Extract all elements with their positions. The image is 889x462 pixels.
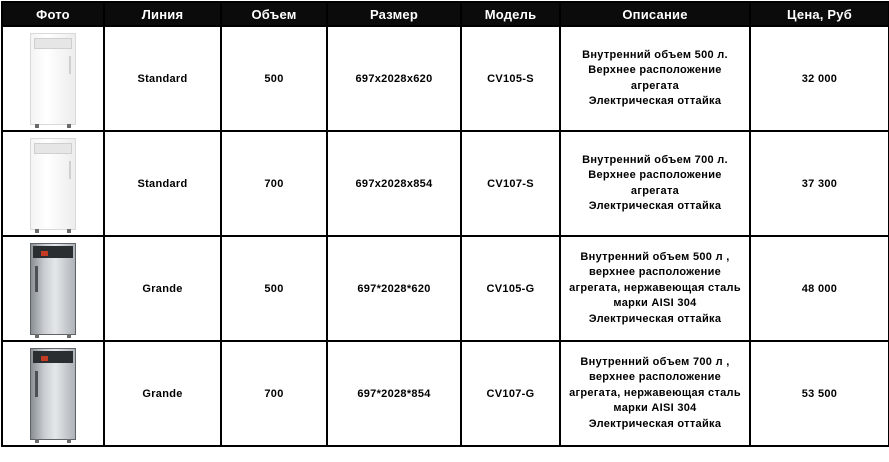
line-cell: Standard <box>104 131 221 236</box>
volume-cell: 700 <box>221 131 327 236</box>
table-row <box>2 131 889 236</box>
volume-cell: 500 <box>221 26 327 131</box>
description-cell <box>560 236 750 341</box>
description-line: Верхнее расположение <box>588 169 722 181</box>
description-line: Верхнее расположение <box>588 64 722 76</box>
description-line: Внутренний объем 500 л , <box>580 250 730 263</box>
description-line: агрегата, нержавеющая сталь <box>569 386 741 399</box>
header-description: Описание <box>560 2 750 26</box>
description-line: агрегата, нержавеющая сталь <box>569 281 741 294</box>
description-cell <box>560 341 750 446</box>
header-photo: Фото <box>2 2 104 26</box>
price-table <box>1 1 889 447</box>
table-row <box>2 236 889 341</box>
model-cell: CV105-G <box>461 236 560 341</box>
description-line: верхнее расположение <box>588 266 722 279</box>
header-size: Размер <box>327 2 461 26</box>
size-cell: 697*2028*854 <box>327 341 461 446</box>
description-line: Внутренний объем 700 л , <box>580 355 730 368</box>
description-line: верхнее расположение <box>588 371 722 384</box>
steel-refrigerator-icon <box>30 243 76 335</box>
description-cell <box>560 131 750 236</box>
header-model: Модель <box>461 2 560 26</box>
model-cell: CV107-S <box>461 131 560 236</box>
line-cell: Grande <box>104 341 221 446</box>
description-line: Внутренний объем 500 л. <box>582 48 728 61</box>
description-line: Внутренний объем 700 л. <box>582 153 728 166</box>
header-line: Линия <box>104 2 221 26</box>
header-volume: Объем <box>221 2 327 26</box>
photo-cell <box>2 26 104 131</box>
steel-refrigerator-icon <box>30 348 76 440</box>
table-row <box>2 341 889 446</box>
size-cell: 697*2028*620 <box>327 236 461 341</box>
description-line: марки AISI 304 <box>613 402 697 415</box>
size-cell: 697x2028x854 <box>327 131 461 236</box>
price-cell: 48 000 <box>750 236 889 341</box>
description-line: Электрическая оттайка <box>588 417 722 430</box>
photo-cell <box>2 131 104 236</box>
description-line: марки AISI 304 <box>613 297 697 310</box>
line-cell: Grande <box>104 236 221 341</box>
price-cell: 37 300 <box>750 131 889 236</box>
description-line: Электрическая оттайка <box>588 200 722 212</box>
photo-cell <box>2 341 104 446</box>
description-line: агрегата <box>630 184 680 197</box>
model-cell: CV105-S <box>461 26 560 131</box>
photo-cell <box>2 236 104 341</box>
description-line: Электрическая оттайка <box>588 312 722 325</box>
line-cell: Standard <box>104 26 221 131</box>
white-refrigerator-icon <box>30 33 76 125</box>
description-line: агрегата <box>630 79 680 92</box>
description-cell <box>560 26 750 131</box>
description-line: Электрическая оттайка <box>588 95 722 107</box>
price-cell: 53 500 <box>750 341 889 446</box>
header-price: Цена, Руб <box>750 2 889 26</box>
volume-cell: 500 <box>221 236 327 341</box>
table-row <box>2 26 889 131</box>
volume-cell: 700 <box>221 341 327 446</box>
model-cell: CV107-G <box>461 341 560 446</box>
size-cell: 697x2028x620 <box>327 26 461 131</box>
header-row <box>2 2 889 26</box>
price-cell: 32 000 <box>750 26 889 131</box>
white-refrigerator-icon <box>30 138 76 230</box>
